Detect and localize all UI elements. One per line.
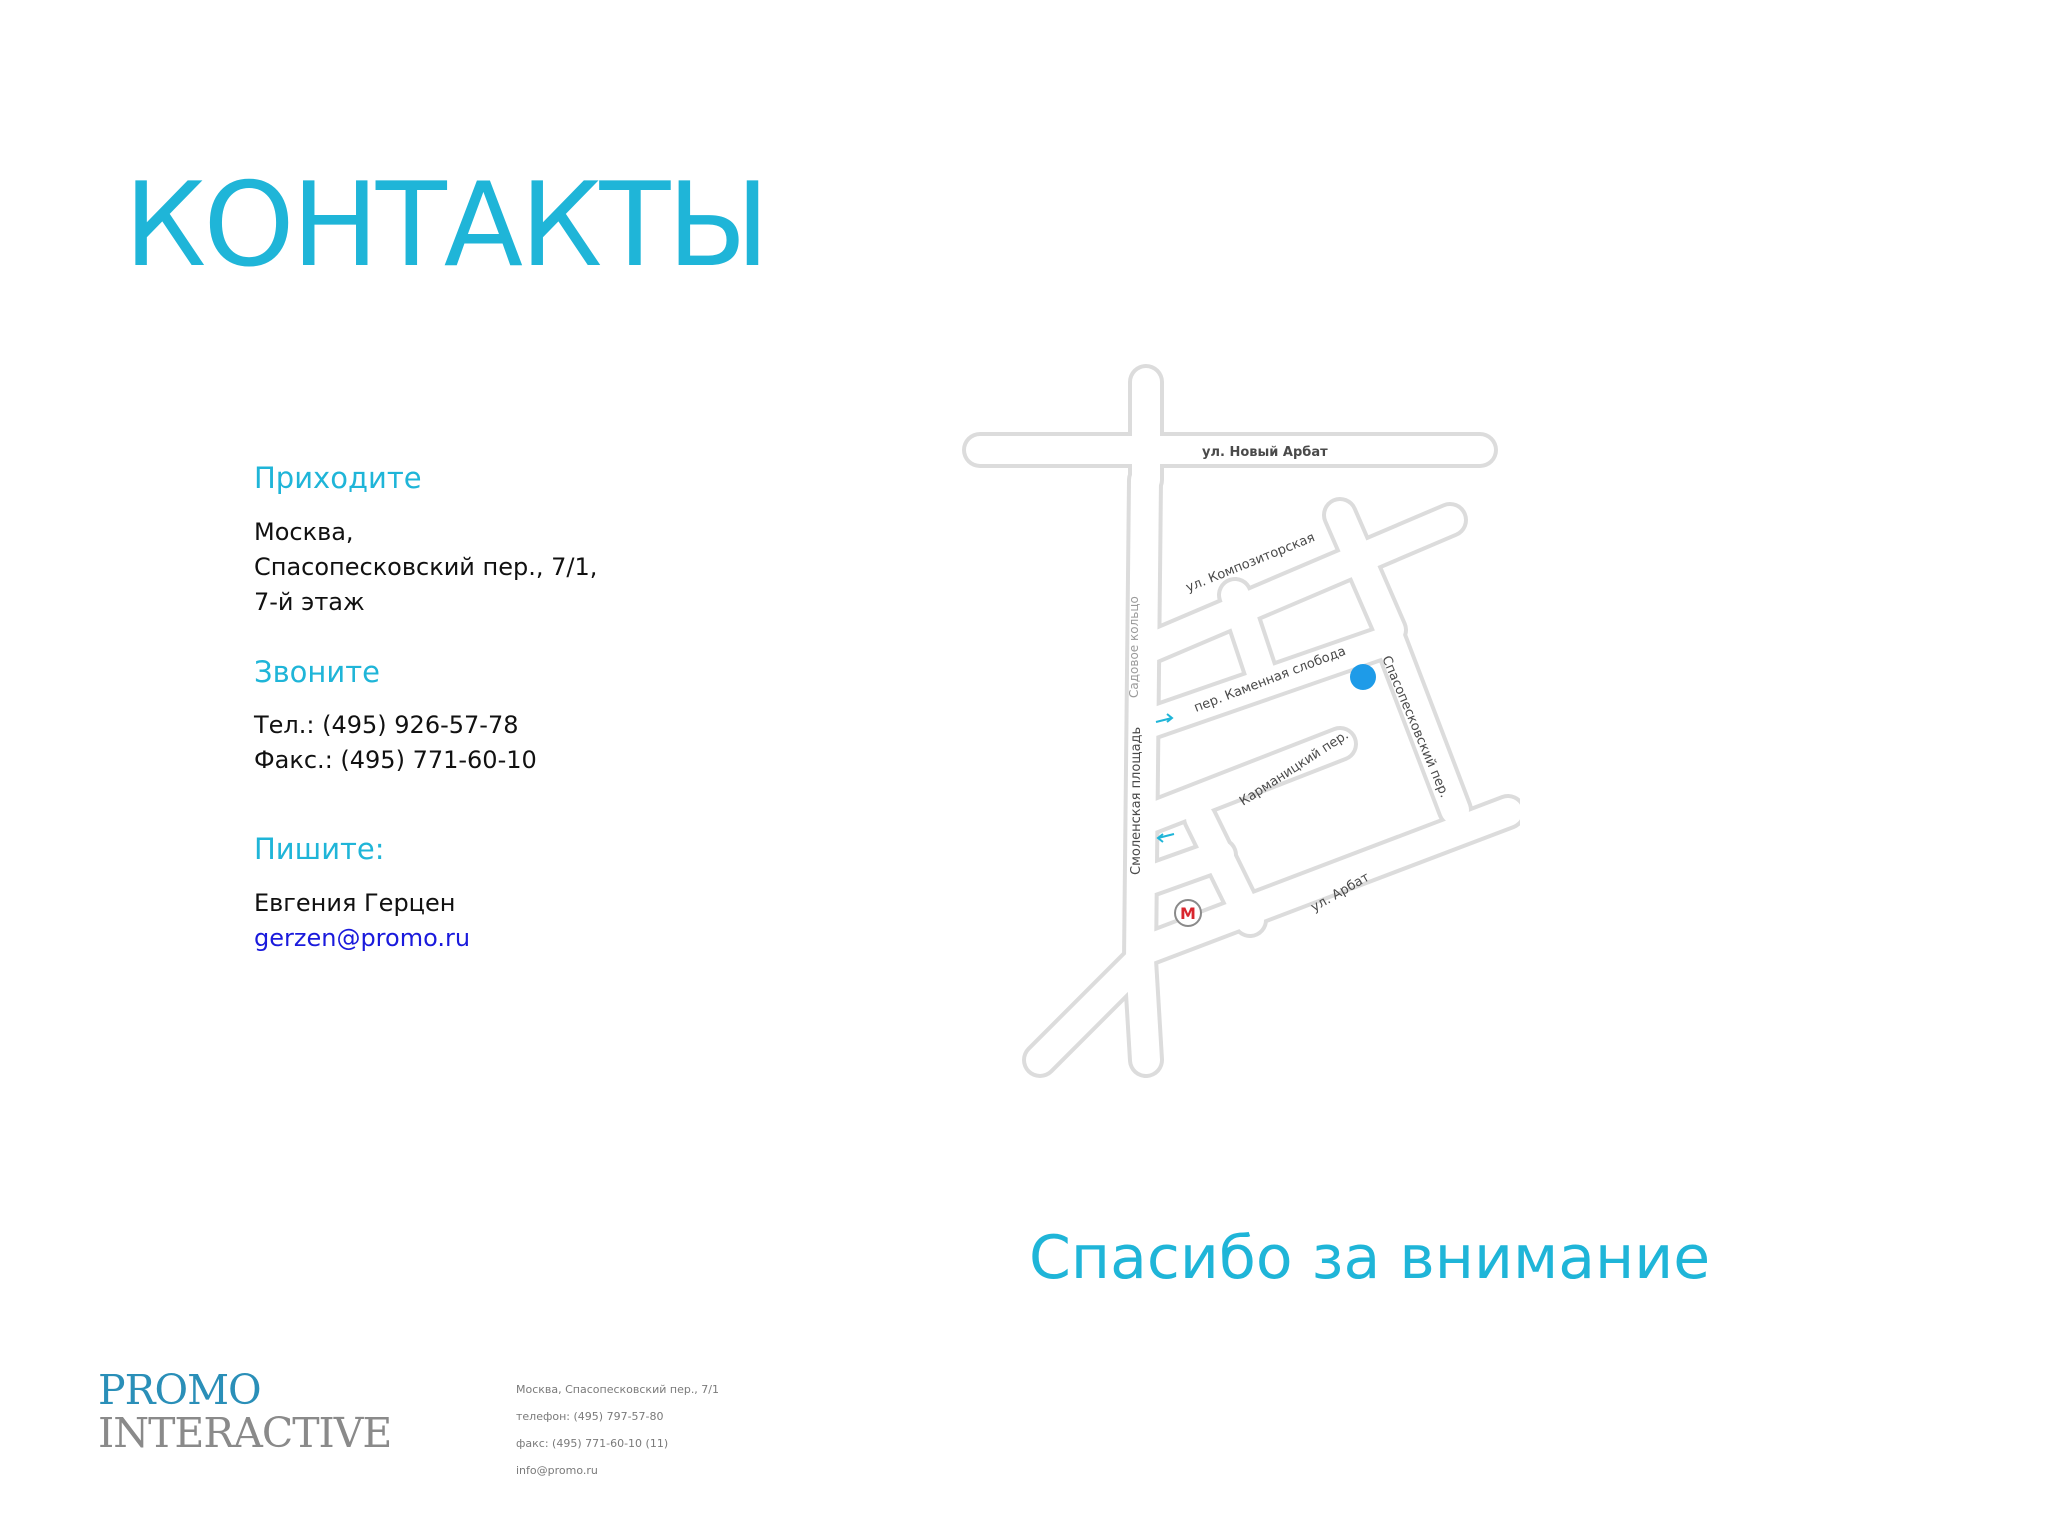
map-label-kamennaya: пер. Каменная слобода (1192, 643, 1349, 716)
footer-address: Москва, Спасопесковский пер., 7/1 (516, 1383, 720, 1396)
phone-number: Тел.: (495) 926-57-78 (254, 711, 519, 739)
write-heading: Пишите: (254, 832, 385, 866)
page-title: КОНТАКТЫ (124, 158, 767, 293)
map-label-sadovoe: Садовое кольцо (1127, 596, 1141, 698)
svg-text:М: М (1180, 904, 1196, 923)
thanks-message: Спасибо за внимание (1029, 1223, 1711, 1293)
logo-bottom-text: INTERACTIVE (98, 1409, 392, 1457)
map-label-kompozitorskaya: ул. Композиторская (1183, 530, 1318, 596)
location-marker (1350, 664, 1376, 690)
footer-phone: телефон: (495) 797-57-80 (516, 1410, 664, 1423)
call-heading: Звоните (254, 655, 380, 689)
address-line-2: Спасопесковский пер., 7/1, (254, 553, 598, 581)
map-label-arbat: ул. Арбат (1308, 869, 1373, 916)
footer-fax: факс: (495) 771-60-10 (11) (516, 1437, 669, 1450)
company-logo (98, 1366, 392, 1457)
one-way-arrow-icon (1158, 834, 1174, 842)
map-label-smolenskaya: Смоленская площадь (1129, 726, 1144, 875)
map-roads-inner (980, 382, 1508, 1060)
metro-icon (1175, 900, 1201, 926)
fax-number: Факс.: (495) 771-60-10 (254, 746, 537, 774)
address-line-3: 7-й этаж (254, 588, 365, 616)
logo-top-text: PROMO (98, 1366, 261, 1414)
footer-email: info@promo.ru (516, 1464, 598, 1477)
visit-heading: Приходите (254, 461, 422, 495)
contact-name: Евгения Герцен (254, 889, 456, 917)
contact-email-link[interactable]: gerzen@promo.ru (254, 924, 471, 952)
map-label-spasopeskovsky: Спасопесковский пер. (1378, 653, 1452, 801)
map-label-novy-arbat: ул. Новый Арбат (1202, 445, 1328, 460)
address-line-1: Москва, (254, 518, 354, 546)
map-label-karmanitsky: Карманицкий пер. (1237, 727, 1352, 810)
location-map (960, 360, 1520, 1090)
